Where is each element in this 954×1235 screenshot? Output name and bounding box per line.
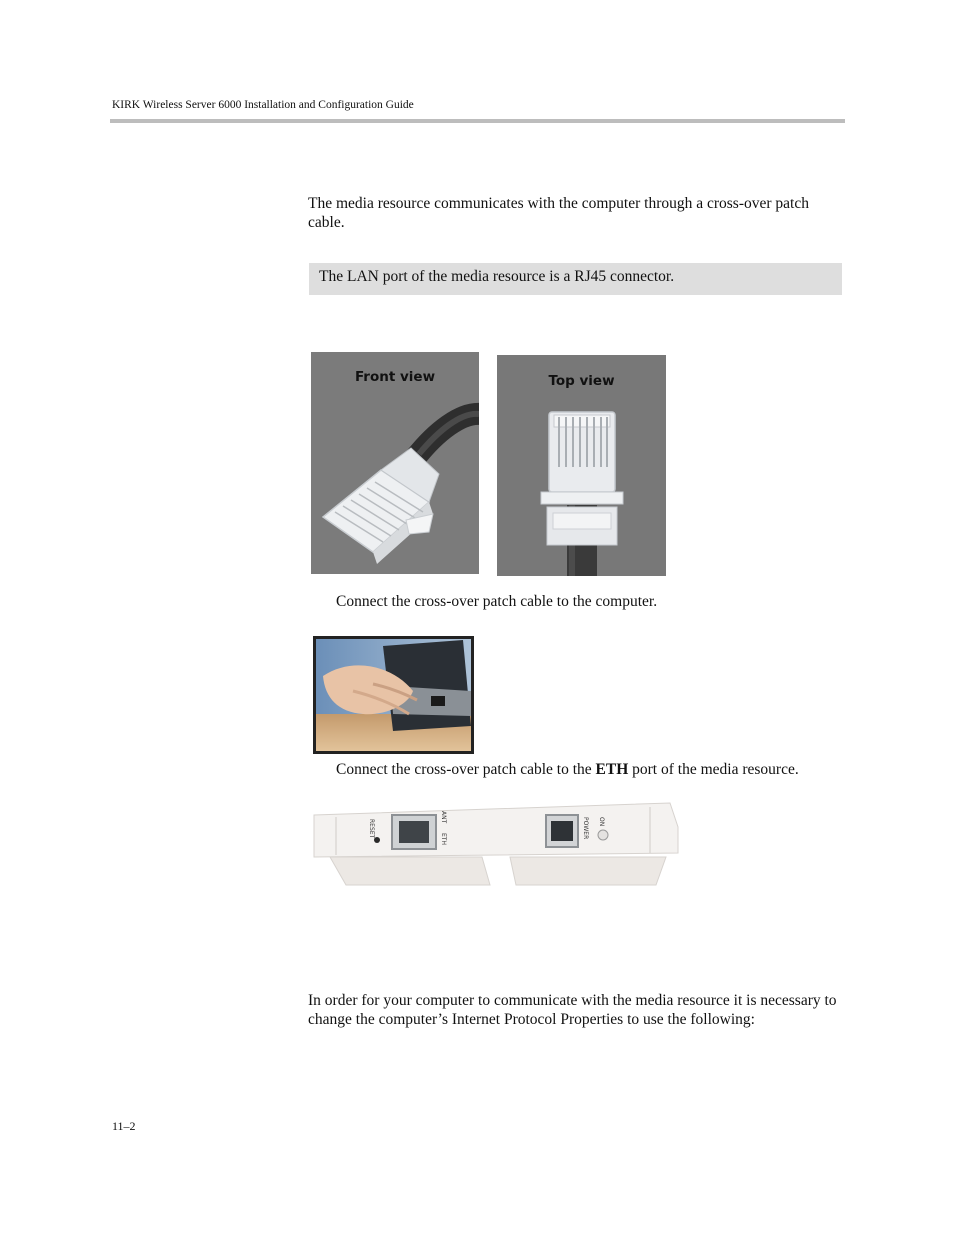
note-text: The LAN port of the media resource is a RJ45 connector. (319, 268, 675, 285)
ant-label: ANT (440, 811, 447, 824)
rj45-top-view-photo (497, 355, 666, 576)
front-view-label: Front view (354, 369, 436, 385)
page-number: 11–2 (112, 1119, 136, 1133)
step-connect-computer: Connect the cross-over patch cable to the computer. (336, 593, 658, 610)
step2-prefix: Connect the cross-over patch cable to the (336, 761, 596, 778)
running-header: KIRK Wireless Server 6000 Installation and Configuration Guide (112, 99, 414, 111)
intro-paragraph: The media resource communicates with the computer through a cross-over patch cable. (308, 195, 809, 231)
step2-suffix: port of the media resource. (628, 761, 799, 778)
top-view-label: Top view (548, 373, 615, 389)
on-label: ON (598, 817, 605, 827)
eth-port-label: ETH (440, 833, 447, 845)
rj45-front-view-photo (311, 352, 479, 574)
ip-properties-paragraph: In order for your computer to communicate with the media resource it is necessary to change the computer’s Internet Protocol Properties to use the following: (308, 992, 837, 1028)
note-box (309, 263, 842, 295)
header-rule (110, 119, 845, 123)
laptop-connection-photo (313, 636, 474, 754)
reset-label: RESET (368, 819, 375, 839)
step-connect-eth-port (336, 761, 799, 779)
power-label: POWER (582, 817, 589, 840)
media-resource-device-photo (310, 797, 682, 887)
eth-bold-label: ETH (595, 761, 629, 778)
